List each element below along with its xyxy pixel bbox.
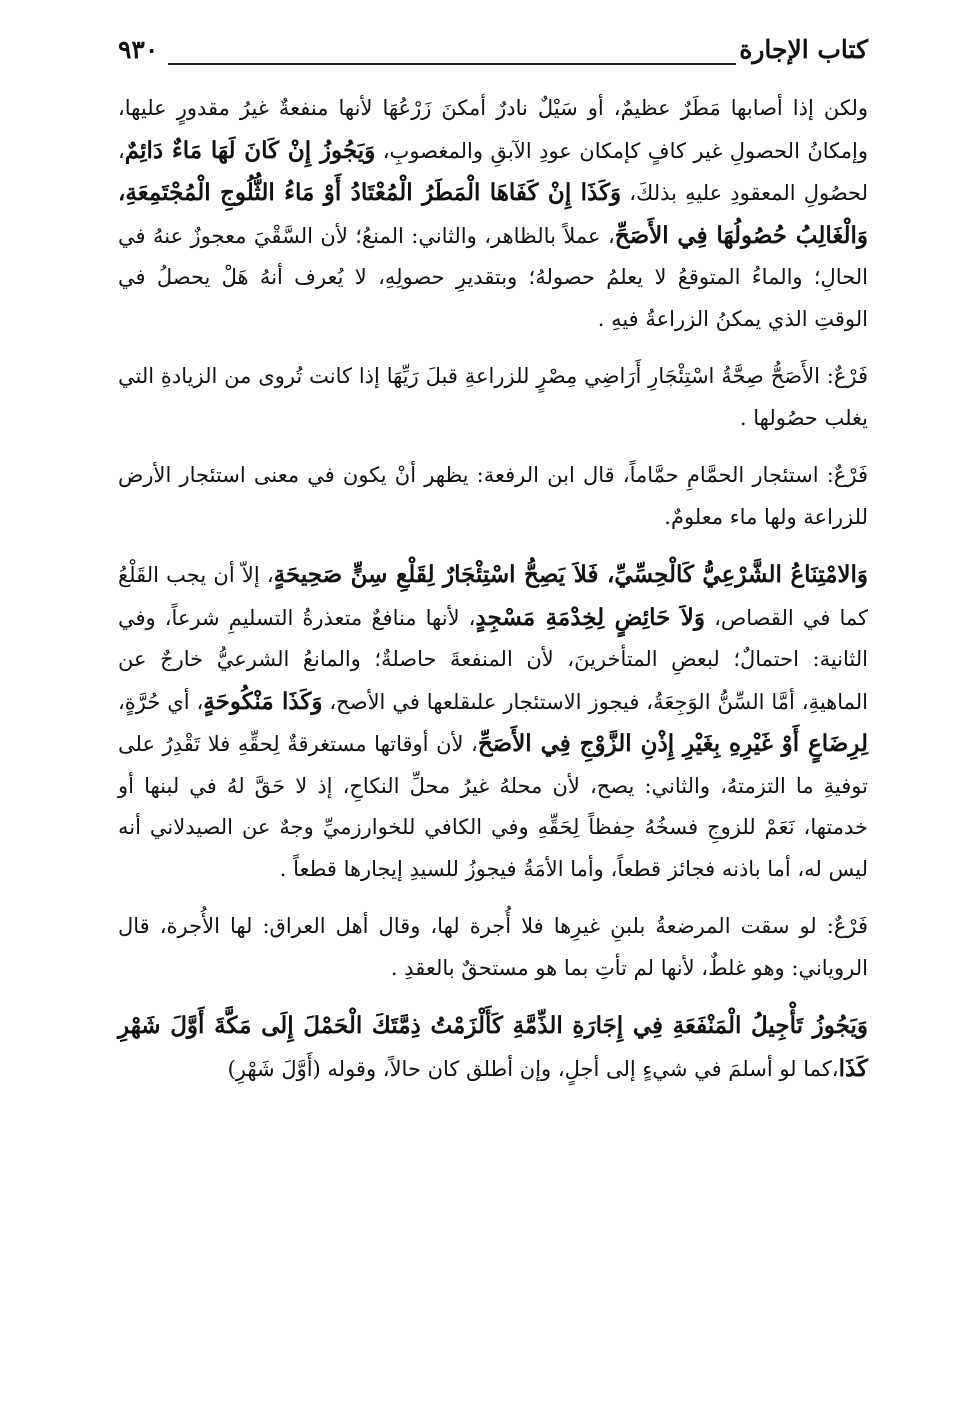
paragraph-6 <box>118 1005 868 1090</box>
matn-text: وَيَجُوزُ إِنْ كَانَ لَهَا مَاءٌ دَائِمٌ <box>124 136 376 164</box>
matn-text: وَكَذَا إِنْ كَفَاهَا الْمَطَرُ الْمُعْتَادُ أَوْ مَاءُ الثُّلُوجِ الْمُجْتَمِعَةِ، وَالْغَالِبُ حُصُولُهَا فِي الأَصَحِّ <box>118 179 868 249</box>
commentary-text: ، لأن أوقاتها مستغرقةٌ لِحقِّهِ فلا تَقْدِرُ على توفيةِ ما التزمتهُ، والثاني: يصح، لأن محلهُ غيرُ محلِّ النكاحِ، إذ لا حَقَّ لهُ في لبنها أو خدمتها، نَعَمْ للزوجِ فسخُهُ حِفظاً لِحَقِّهِ وفي الكافي للخوارزميِّ وجهٌ عن الصيدلاني أنه ليس له، أما باذنه فجائز قطعاً، وأما الأمَةُ فيجوزُ للسيدِ إيجارها قطعاً . <box>118 732 868 881</box>
commentary-text: ،كما لو أسلمَ في شيءٍ إلى أجلٍ، وإن أطلق كان حالاً، وقوله (أَوَّلَ شَهْرِ) <box>227 1056 839 1081</box>
commentary-text: ، لحصُولِ المعقودِ عليهِ بذلكَ، <box>118 138 868 205</box>
paragraph-5 <box>118 906 868 989</box>
commentary-text: ، إلاّ أن يجب القَلْعُ كما في القصاص، <box>118 563 868 630</box>
far-note-text: فَرْعٌ: استئجار الحمَّامِ حمَّاماً، قال ابن الرفعة: يظهر أنْ يكون في معنى استئجار الأرض للزراعة ولها ماء معلومٌ. <box>118 463 868 529</box>
commentary-text: ، لأنها منافعٌ متعذرةُ التسليمِ شرعاً، وفي الثانية: احتمالٌ؛ لبعضِ المتأخرينَ، لأن المنفعةَ حاصلةٌ؛ والمانعُ الشرعيُّ خارجٌ عن الماهيةِ، أمَّا السِّنُّ الوَجِعَةُ، فيجوز الاستئجار علىقلعها في الأصح، <box>118 605 869 714</box>
page-number: ٩٣٠ <box>118 35 159 64</box>
body-text <box>118 88 868 1090</box>
paragraph-1 <box>118 88 868 340</box>
paragraph-2 <box>118 356 868 439</box>
commentary-text: ولكن إذا أصابها مَطَرٌ عظيمٌ، أو سَيْلٌ نادرٌ أمكنَ زَرْعُهَا لأنها منفعةٌ غيرُ مقدورٍ عليها، وإمكانُ الحصولِ غير كافٍ كإمكان عودِ الآبقِ والمغصوبِ، <box>118 96 868 163</box>
matn-text: وَلاَ حَائِضٍ لِخِدْمَةِ مَسْجِدٍ <box>475 603 706 631</box>
header-rule <box>168 63 736 65</box>
matn-text: وَيَجُوزُ تَأْجِيلُ الْمَنْفَعَةِ فِي إِجَارَةِ الذِّمَّةِ كَأَلْزَمْتُ ذِمَّتَكَ الْحَمْلَ إِلَى مَكَّةَ أَوَّلَ شَهْرِ كَذَا <box>118 1012 868 1082</box>
paragraph-4 <box>118 554 868 890</box>
far-note-text: فَرْعٌ: الأَصَحُّ صِحَّةُ اسْتِئْجَارِ أَرَاضِي مِصْرٍ للزراعةِ قبلَ رَيِّهَا إذا كانت تُروى من الزيادةِ التي يغلب حصُولها . <box>118 364 868 430</box>
matn-text: لِرِضَاعٍ أَوْ غَيْرِهِ بِغَيْرِ إِذْنِ الزَّوْجِ فِي الأَصَحِّ <box>477 730 868 757</box>
matn-text: وَكَذَا مَنْكُوحَةٍ <box>203 687 323 715</box>
far-note-text: فَرْعٌ: لو سقت المرضعةُ بلبنِ غيرِها فلا أُجرة لها، وقال أهل العراق: لها الأُجرة، قال الروياني: وهو غلطٌ، لأنها لم تأتِ بما هو مستحقٌ بالعقدِ . <box>118 914 868 980</box>
page-header <box>118 30 868 74</box>
matn-text: وَالامْتِنَاعُ الشَّرْعِيُّ كَالْحِسِّيِّ، فَلاَ يَصِحُّ اسْتِئْجَارٌ لِقَلْعِ سِنٍّ صَحِيحَةٍ <box>273 561 869 588</box>
paragraph-3 <box>118 455 868 538</box>
running-title: كتاب الإجارة <box>739 35 868 64</box>
commentary-text: ، عملاً بالظاهر، والثاني: المنعُ؛ لأن السَّقْيَ معجوزٌ عنهُ في الحالِ؛ والماءُ المتوقعُ لا يعلمُ حصولهُ؛ وبتقديرِ حصولِهِ، لا يُعرف أنهُ هَلْ يحصلُ في الوقتِ الذي يمكنُ الزراعةُ فيهِ . <box>118 223 868 331</box>
commentary-text: ، أي حُرَّةٍ، <box>118 689 204 714</box>
